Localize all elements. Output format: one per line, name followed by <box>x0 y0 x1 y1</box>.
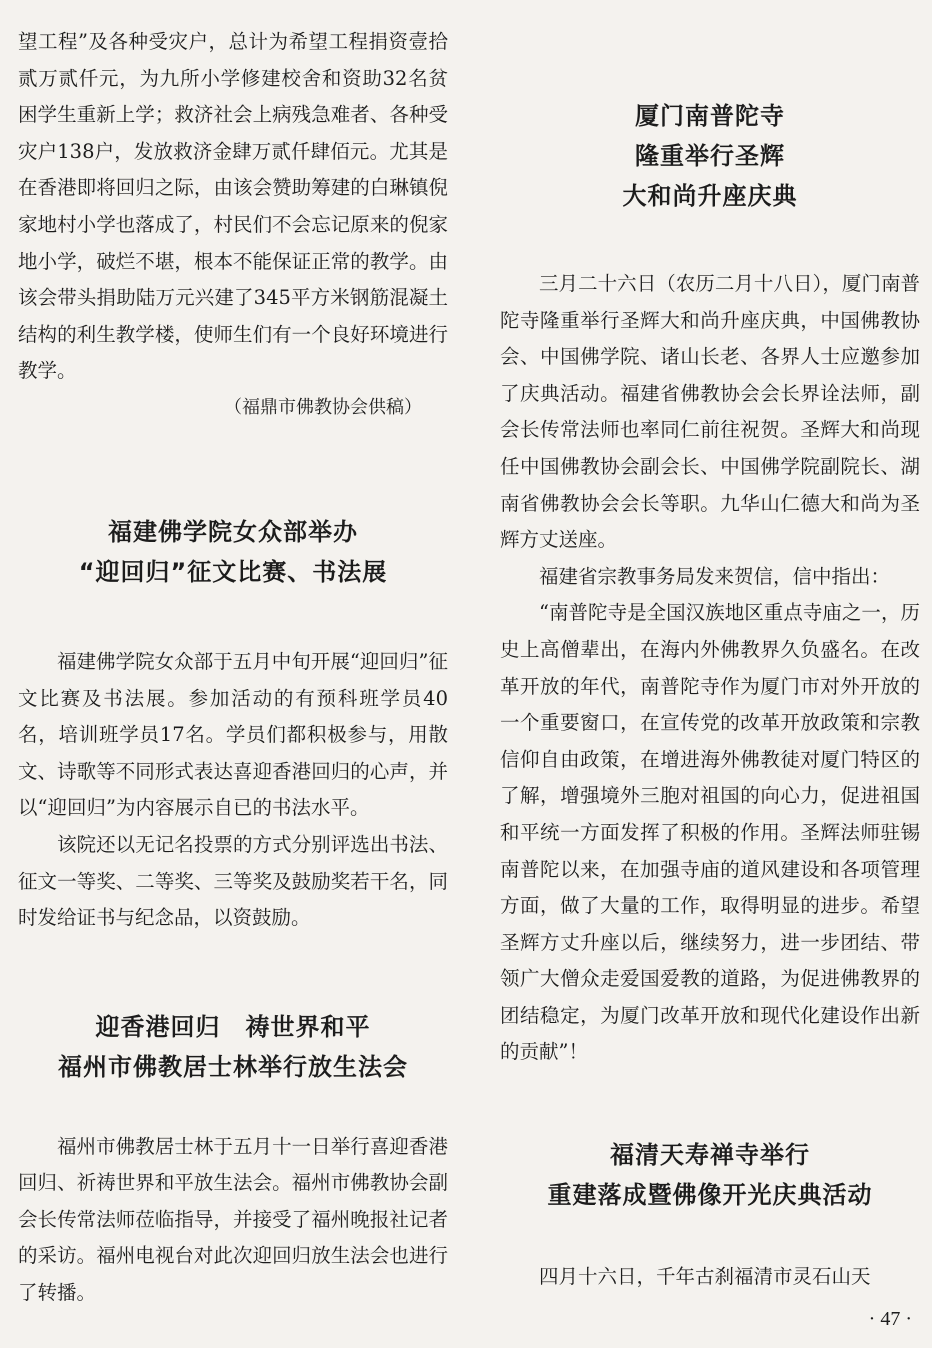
article-paragraph: 三月二十六日（农历二月十八日），厦门南普陀寺隆重举行圣辉大和尚升座庆典，中国佛教协会、中国佛学院、诸山长老、各界人士应邀参加了庆典活动。福建省佛教协会会长界诠法师，副会长传常法师也率同仁前往祝贺。圣辉大和尚现任中国佛教协会副会长、中国佛学院副院长、湖南省佛教协会会长等职。九华山仁德大和尚为圣辉方丈送座。 <box>500 272 920 552</box>
article-title-line2: 重建落成暨佛像开光庆典活动 <box>547 1181 873 1210</box>
page-number: · 47 · <box>868 1308 912 1330</box>
article-paragraph: 福建省宗教事务局发来贺信，信中指出： <box>539 564 891 588</box>
article-paragraph: 该院还以无记名投票的方式分别评选出书法、征文一等奖、二等奖、三等奖及鼓励奖若干名，同时发给证书与纪念品，以资鼓励。 <box>18 832 448 930</box>
article-paragraph: “南普陀寺是全国汉族地区重点寺庙之一，历史上高僧辈出，在海内外佛教界久负盛名。在改革开放的年代，南普陀寺作为厦门市对外开放的一个重要窗口，在宣传党的改革开放政策和宗教信仰自由政策，在增进海外佛教徒对厦门特区的了解，增强境外三胞对祖国的向心力，促进祖国和平统一方面发挥了积极的作用。圣辉法师驻锡南普陀以来，在加强寺庙的道风建设和各项管理方面，做了大量的工作，取得明显的进步。希望圣辉方丈升座以后，继续努力，进一步团结、带领广大僧众走爱国爱教的道路，为促进佛教界的团结稳定，为厦门改革开放和现代化建设作出新的贡献”！ <box>500 601 920 1064</box>
source-credit: （福鼎市佛教协会供稿） <box>224 396 422 418</box>
article-title-line1: 厦门南普陀寺 <box>635 102 785 130</box>
article-title-line1: 迎香港回归 祷世界和平 <box>95 1012 371 1041</box>
article-title-line1: 福建佛学院女众部举办 <box>108 517 358 546</box>
article-title-line1: 福清天寿禅寺举行 <box>610 1141 810 1170</box>
article-title-line2: “迎回归”征文比赛、书法展 <box>78 557 388 586</box>
continued-paragraph: 望工程”及各种受灾户，总计为希望工程捐资壹拾贰万贰仟元，为九所小学修建校舍和资助32名贫困学生重新上学；救济社会上病残急难者、各种受灾户138户，发放救济金肆万贰仟肆佰元。尤其是在香港即将回归之际，由该会赞助筹建的白琳镇倪家地村小学也落成了，村民们不会忘记原来的倪家地小学，破烂不堪，根本不能保证正常的教学。由该会带头捐助陆万元兴建了345平方米钢筋混凝土结构的利生教学楼，使师生们有一个良好环境进行教学。 <box>18 30 448 383</box>
article-title-line2: 福州市佛教居士林举行放生法会 <box>58 1052 408 1081</box>
article-paragraph: 福州市佛教居士林于五月十一日举行喜迎香港回归、祈祷世界和平放生法会。福州市佛教协会副会长传常法师莅临指导，并接受了福州晚报社记者的采访。福州电视台对此次迎回归放生法会也进行了转播。 <box>18 1134 448 1305</box>
article-paragraph: 福建佛学院女众部于五月中旬开展“迎回归”征文比赛及书法展。参加活动的有预科班学员40名，培训班学员17名。学员们都积极参与，用散文、诗歌等不同形式表达喜迎香港回归的心声，并以“迎回归”为内容展示自已的书法水平。 <box>18 649 448 820</box>
article-title-line3: 大和尚升座庆典 <box>622 182 798 210</box>
right-column <box>500 24 920 1296</box>
left-column <box>18 24 448 1312</box>
article-title-line2: 隆重举行圣辉 <box>635 142 785 170</box>
article-paragraph: 四月十六日，千年古刹福清市灵石山天 <box>539 1265 871 1289</box>
